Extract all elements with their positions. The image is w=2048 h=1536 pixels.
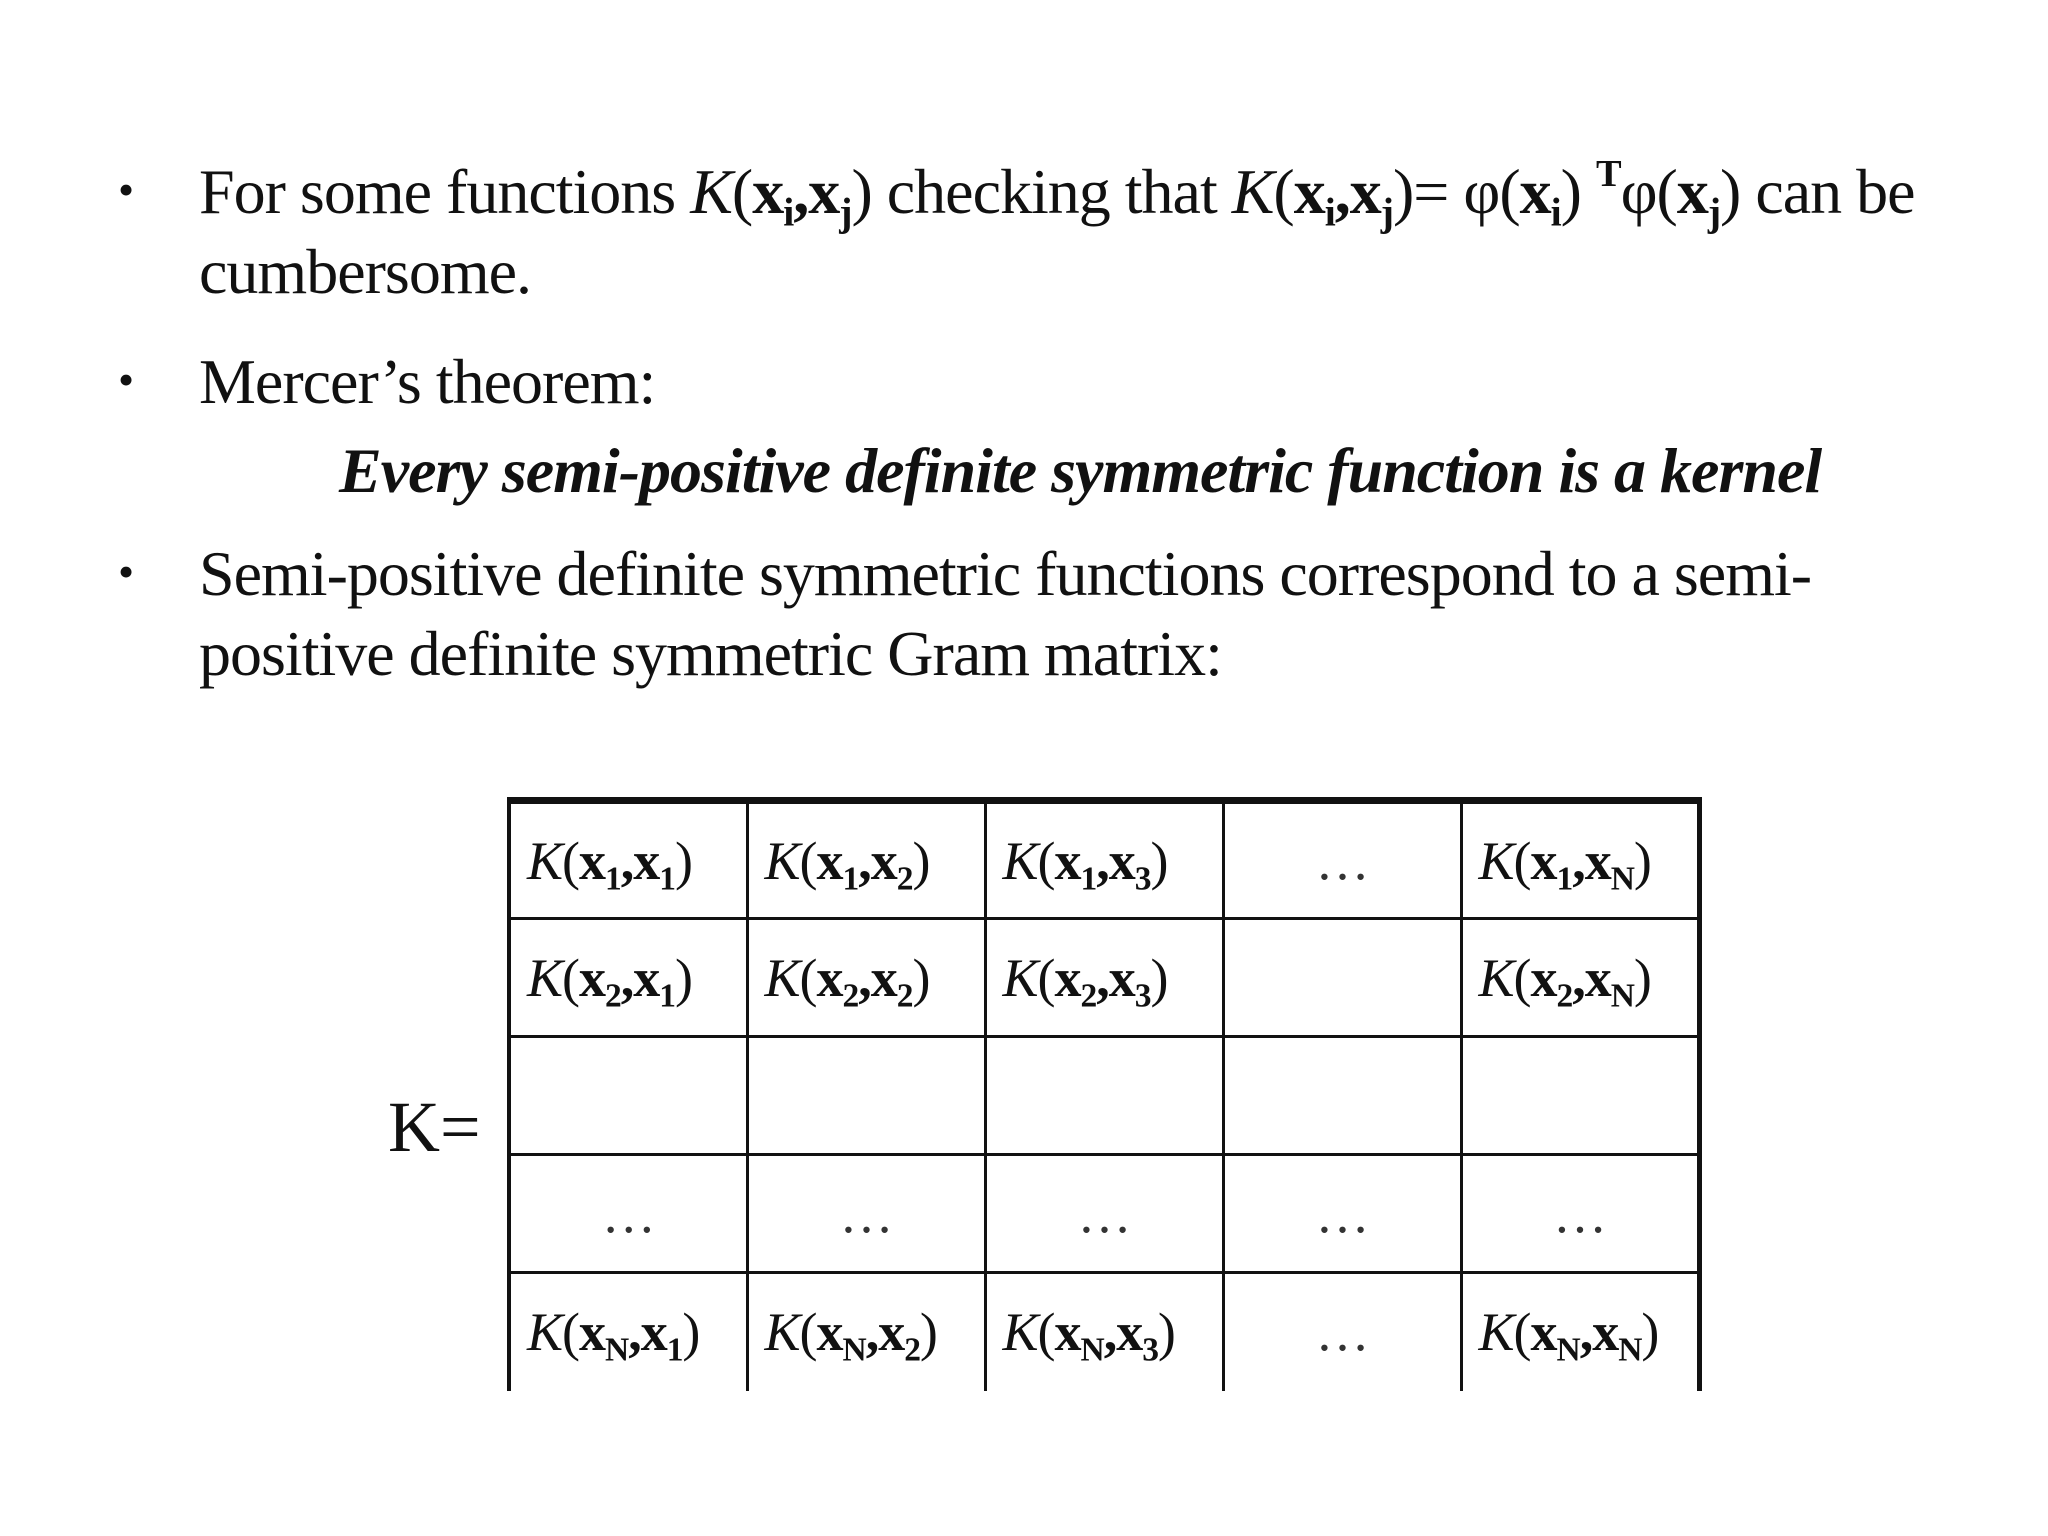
kernel-symbol: K xyxy=(1002,830,1038,891)
matrix-row-2 xyxy=(509,919,1699,1037)
matrix-cell: $K(x_1,x_2)$ xyxy=(747,801,985,919)
column-index: 2 xyxy=(896,860,913,898)
row-index: N xyxy=(842,1331,866,1369)
column-index: 3 xyxy=(1134,860,1151,898)
bullet-text-2: Mercer’s theorem: xyxy=(199,346,656,417)
matrix-cell: $K(x_N,x_3)$ xyxy=(985,1273,1223,1391)
kernel-symbol: K xyxy=(1478,947,1514,1008)
column-index: N xyxy=(1610,860,1634,898)
kernel-symbol: K xyxy=(764,830,800,891)
matrix-row-1 xyxy=(509,801,1699,919)
row-index: N xyxy=(1080,1331,1104,1369)
column-index: N xyxy=(1618,1331,1642,1369)
matrix-empty-cell xyxy=(1223,1037,1461,1155)
matrix-cell: $K(x_2,x_N)$ xyxy=(1461,919,1699,1037)
matrix-empty-cell xyxy=(1223,919,1461,1037)
matrix-empty-cell xyxy=(747,1037,985,1155)
matrix-ellipsis: … xyxy=(1223,1273,1461,1391)
crop-mask xyxy=(500,1403,1740,1536)
row-index: 2 xyxy=(605,977,621,1015)
row-index: 1 xyxy=(842,860,859,898)
matrix-cell: $K(x_N,x_N)$ xyxy=(1461,1273,1699,1391)
bullet-marker: • xyxy=(118,354,135,405)
kernel-symbol: K xyxy=(1478,830,1514,891)
matrix-cell: $K(x_2,x_1)$ xyxy=(509,919,747,1037)
kernel-symbol: K xyxy=(764,947,800,1008)
row-index: 2 xyxy=(1080,977,1097,1015)
kernel-symbol: K xyxy=(764,1302,800,1363)
matrix-row-3 xyxy=(509,1037,1699,1155)
column-index: 1 xyxy=(666,1331,683,1369)
column-index: 2 xyxy=(896,977,913,1015)
column-index: N xyxy=(1610,977,1634,1015)
bullet-marker: • xyxy=(118,164,135,215)
bullet-marker: • xyxy=(118,546,135,597)
row-index: N xyxy=(605,1331,629,1369)
kernel-symbol: K xyxy=(1002,1302,1038,1363)
matrix-ellipsis: … xyxy=(1461,1155,1699,1273)
matrix-row-5 xyxy=(509,1273,1699,1391)
bullet-text-3: Semi-positive definite symmetric functions correspond to a semi-positive definite symmetric Gram matrix: xyxy=(199,538,1812,689)
matrix-empty-cell xyxy=(509,1037,747,1155)
column-index: 2 xyxy=(904,1331,920,1369)
matrix-cell: $K(x_1,x_3)$ xyxy=(985,801,1223,919)
row-index: N xyxy=(1556,1331,1580,1369)
gram-matrix xyxy=(507,797,1702,1391)
matrix-cell: $K(x_2,x_2)$ xyxy=(747,919,985,1037)
kernel-symbol: K xyxy=(527,1302,563,1363)
column-index: 1 xyxy=(659,977,675,1015)
matrix-cell: $K(x_1,x_N)$ xyxy=(1461,801,1699,919)
matrix-ellipsis: … xyxy=(509,1155,747,1273)
matrix-empty-cell xyxy=(1461,1037,1699,1155)
theorem-statement: Every semi-positive definite symmetric function is a kernel xyxy=(339,435,1822,506)
row-index: 2 xyxy=(1556,977,1573,1015)
row-index: 1 xyxy=(1556,860,1573,898)
matrix-ellipsis: … xyxy=(1223,1155,1461,1273)
row-index: 1 xyxy=(1080,860,1097,898)
bullet-text-1: For some functions $K(x_i,x_j)$ checking that $K(x_i,x_j)= \varphi(x_i)$ $^T\varphi(x_j)$ can be cumbersome. xyxy=(199,153,1915,307)
matrix-ellipsis: … xyxy=(985,1155,1223,1273)
column-index: 1 xyxy=(659,860,675,898)
matrix-ellipsis: … xyxy=(747,1155,985,1273)
kernel-symbol: K xyxy=(1478,1302,1514,1363)
matrix-cell: $K(x_N,x_1)$ xyxy=(509,1273,747,1391)
kernel-symbol: K xyxy=(527,830,563,891)
column-index: 3 xyxy=(1134,977,1151,1015)
matrix-label: K= xyxy=(388,1087,481,1167)
matrix-cell: $K(x_1,x_1)$ xyxy=(509,801,747,919)
matrix-cell: $K(x_2,x_3)$ xyxy=(985,919,1223,1037)
matrix-empty-cell xyxy=(985,1037,1223,1155)
matrix-row-4 xyxy=(509,1155,1699,1273)
column-index: 3 xyxy=(1142,1331,1158,1369)
matrix-cell: $K(x_N,x_2)$ xyxy=(747,1273,985,1391)
row-index: 2 xyxy=(842,977,859,1015)
kernel-symbol: K xyxy=(527,947,563,1008)
row-index: 1 xyxy=(605,860,621,898)
matrix-ellipsis: … xyxy=(1223,801,1461,919)
kernel-symbol: K xyxy=(1002,947,1038,1008)
